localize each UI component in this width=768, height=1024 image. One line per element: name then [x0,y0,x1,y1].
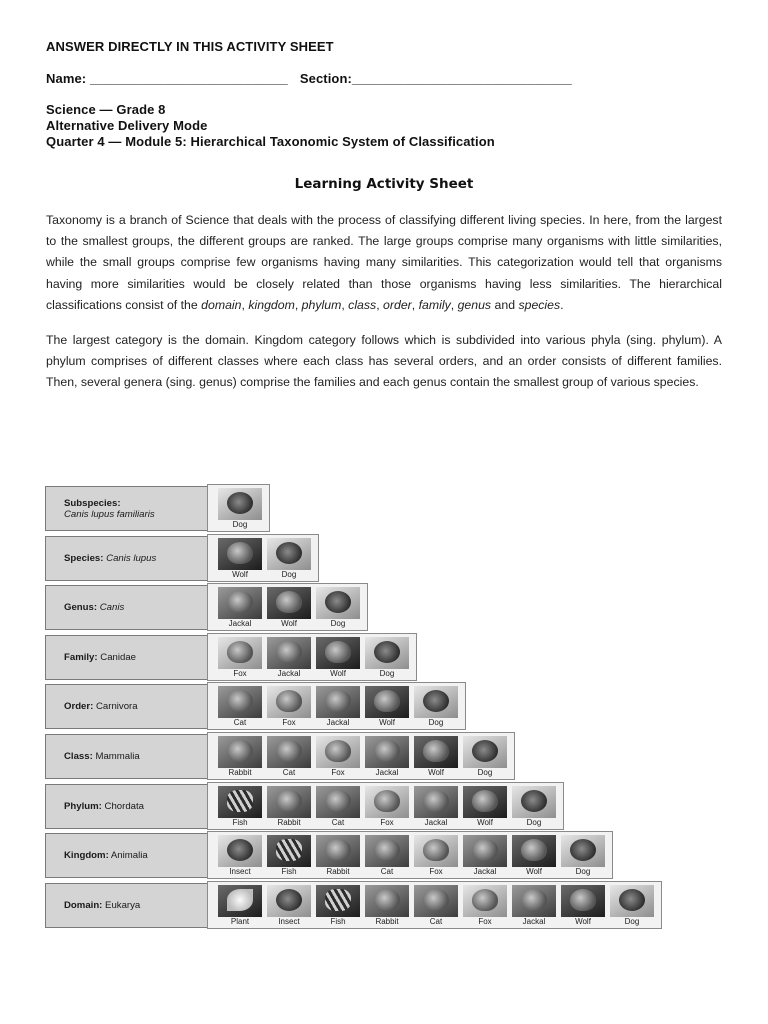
organism-photo [610,885,654,917]
rank-name: Class: [64,751,93,762]
organism-tile [512,885,556,927]
organism-tile [218,736,262,778]
rank-label [45,684,221,729]
organism-caption: Insect [278,916,300,926]
separator: , [411,297,419,312]
jackal-image-icon [374,740,400,762]
organism-tile [561,885,605,927]
term-genus: genus [457,297,492,312]
organism-photo [218,786,262,818]
term-species: species [518,297,561,312]
organism-photo [267,538,311,570]
organism-caption: Jackal [228,619,252,629]
organism-photo [561,835,605,867]
organism-caption: Dog [575,867,591,877]
organism-caption: Fox [331,768,345,777]
organism-caption: Dog [624,916,640,926]
organism-photo [218,835,262,867]
dog-image-icon [325,591,351,613]
rank-name: Kingdom: [64,850,109,862]
organism-caption: Jackal [326,718,350,728]
organism-photo [365,686,409,718]
wolf-image-icon [472,790,498,812]
organism-tile [316,786,360,828]
organism-photo [463,786,507,818]
organism-tile [316,637,360,679]
organism-caption: Wolf [477,817,493,827]
organism-tile [365,736,409,778]
organism-tile [218,637,262,679]
mode-line: Alternative Delivery Mode [46,118,208,133]
separator: , [376,297,384,312]
organism-caption: Dog [379,668,395,678]
organism-tile [365,686,409,728]
organism-tile [218,786,262,828]
organism-tile [267,686,311,728]
organism-tile [316,736,360,778]
organism-photo [316,736,360,768]
organism-caption: Rabbit [228,768,252,777]
organism-photo [316,786,360,818]
rank-value: Carnivora [93,701,138,713]
wolf-image-icon [423,740,449,762]
organism-strip [207,583,368,631]
fox-image-icon [374,790,400,812]
separator: , [341,297,349,312]
term-kingdom: kingdom [248,297,295,312]
organism-tile [365,786,409,828]
rank-name: Phylum: [64,800,102,812]
organism-photo [463,885,507,917]
organism-strip [207,534,319,582]
organism-caption: Wolf [575,916,591,926]
organism-caption: Insect [229,867,251,877]
organism-caption: Dog [428,718,444,728]
cat-image-icon [227,690,253,712]
rank-line [64,850,220,861]
rank-label [45,833,221,878]
organism-caption: Rabbit [375,916,399,926]
organism-photo [316,637,360,669]
organism-tile [463,736,507,778]
organism-photo [414,786,458,818]
organism-caption: Fish [232,817,248,827]
organism-photo [316,587,360,619]
fox-image-icon [276,690,302,712]
rank-line [64,701,220,712]
organism-photo [365,885,409,917]
organism-photo [267,835,311,867]
wolf-image-icon [570,889,596,911]
dog-image-icon [472,740,498,762]
wolf-image-icon [521,839,547,861]
organism-caption: Jackal [473,867,497,877]
hierarchy-paragraph: The largest category is the domain. Kingdom category follows which is subdivided into various phyla (sing. phylum). A phylum comprises of different classes where each class has several orders, and an order consists of different families. Then, several genera (sing. genus) comprise the families and each genus contain the smallest group of various species. [46,333,722,390]
organism-photo [414,736,458,768]
term-order: order [383,297,412,312]
organism-photo [267,786,311,818]
organism-tile [463,835,507,877]
rank-value: Canidae [97,651,136,663]
organism-photo [218,538,262,570]
organism-tile [218,686,262,728]
organism-photo [463,835,507,867]
organism-strip [207,484,270,532]
rank-label [45,883,221,928]
organism-photo [414,835,458,867]
term-domain: domain [201,297,242,312]
dog-image-icon [570,839,596,861]
organism-photo [218,736,262,768]
organism-tile [414,885,458,927]
organism-tile [414,686,458,728]
organism-tile [267,835,311,877]
organism-caption: Fox [233,668,247,678]
rank-label [45,536,221,581]
dog-image-icon [521,790,547,812]
wolf-image-icon [276,591,302,613]
organism-tile [512,835,556,877]
organism-tile [218,885,262,927]
organism-caption: Dog [232,520,248,529]
organism-tile [316,587,360,629]
organism-photo [316,885,360,917]
organism-photo [267,736,311,768]
organism-tile [218,538,262,580]
organism-caption: Jackal [522,916,546,926]
module-line: Quarter 4 — Module 5: Hierarchical Taxonomic System of Classification [46,134,495,149]
organism-caption: Wolf [379,718,395,728]
organism-tile [610,885,654,927]
dog-image-icon [619,889,645,911]
rank-line [64,900,220,911]
rank-label [45,486,221,531]
rabbit-image-icon [374,889,400,911]
taxonomy-diagram [44,484,716,934]
jackal-image-icon [472,839,498,861]
page-title: Learning Activity Sheet [294,176,474,192]
rank-line [64,801,220,812]
organism-photo [267,587,311,619]
rank-value: Canis lupus familiaris [64,508,155,520]
organism-tile [512,786,556,828]
organism-photo [463,736,507,768]
organism-tile [365,835,409,877]
organism-tile [365,885,409,927]
term-class: class [348,297,377,312]
fish-image-icon [227,790,253,812]
organism-caption: Plant [230,916,250,926]
rank-name: Domain: [64,899,103,911]
intro-paragraph [46,210,722,316]
wolf-image-icon [227,542,253,564]
rank-value: Eukarya [102,899,141,911]
organism-tile [267,885,311,927]
organism-tile [316,835,360,877]
rank-value: Canis [97,602,125,614]
organism-photo [512,835,556,867]
cat-image-icon [374,839,400,861]
organism-caption: Fox [429,867,443,877]
organism-caption: Fox [380,817,394,827]
organism-caption: Fish [281,867,297,877]
organism-strip [207,831,613,879]
organism-caption: Cat [233,718,247,728]
dog-image-icon [423,690,449,712]
organism-tile [267,637,311,679]
organism-photo [365,786,409,818]
organism-photo [365,835,409,867]
section-field[interactable]: Section:______________________________ [299,71,572,86]
separator: . [560,297,564,312]
organism-caption: Wolf [281,619,297,629]
organism-photo [512,786,556,818]
cat-image-icon [325,790,351,812]
rank-line [64,652,220,663]
jackal-image-icon [521,889,547,911]
jackal-image-icon [276,641,302,663]
fox-image-icon [227,641,253,663]
insect-image-icon [276,889,302,911]
organism-photo [316,835,360,867]
organism-photo [218,637,262,669]
organism-caption: Wolf [526,867,542,877]
organism-tile [463,786,507,828]
organism-tile [267,736,311,778]
organism-caption: Dog [281,569,297,579]
separator: and [491,297,519,312]
rank-name: Subspecies: [64,497,121,509]
organism-caption: Wolf [428,768,444,777]
name-section-line [46,70,722,88]
fox-image-icon [472,889,498,911]
rabbit-image-icon [325,839,351,861]
term-phylum: phylum [301,297,342,312]
organism-tile [218,488,262,530]
fish-image-icon [276,839,302,861]
organism-tile [267,538,311,580]
organism-tile [218,835,262,877]
rank-label [45,784,221,829]
organism-caption: Fox [478,916,492,926]
rank-value: Canis lupus [103,552,157,564]
rank-name: Species: [64,552,104,564]
fox-image-icon [423,839,449,861]
organism-strip [207,732,515,780]
organism-caption: Wolf [330,668,346,678]
organism-caption: Cat [380,867,394,877]
organism-caption: Fish [330,916,346,926]
organism-tile [267,587,311,629]
organism-photo [218,587,262,619]
jackal-image-icon [325,690,351,712]
organism-photo [218,488,262,520]
organism-tile [414,786,458,828]
cat-image-icon [423,889,449,911]
organism-caption: Jackal [277,668,301,678]
organism-photo [365,637,409,669]
rank-line [64,602,220,613]
intro-text: Taxonomy is a branch of Science that deals with the process of classifying different living species. In here, from the largest to the smallest groups, the different groups are ranked. The large groups comprise many organisms with little similarities, while the small groups comprise few organisms having many similarities. This categorization would tell that organisms having more similarities would be closely related than those organisms having less similarities. The hierarchical classifications consist of the [46,213,722,312]
separator: , [294,297,302,312]
organism-photo [267,686,311,718]
organism-photo [414,686,458,718]
subject-line: Science — Grade 8 [46,102,166,117]
separator: , [450,297,458,312]
rank-line [64,751,220,762]
instruction-heading: ANSWER DIRECTLY IN THIS ACTIVITY SHEET [46,39,334,54]
organism-tile [414,736,458,778]
fox-image-icon [325,740,351,762]
name-field[interactable]: Name: ___________________________ [46,71,288,86]
organism-strip [207,633,417,681]
rank-label [45,635,221,680]
organism-caption: Jackal [424,817,448,827]
jackal-image-icon [227,591,253,613]
organism-tile [561,835,605,877]
organism-photo [267,885,311,917]
organism-caption: Cat [282,768,296,777]
organism-photo [218,885,262,917]
dog-image-icon [227,492,253,514]
rank-label [45,734,221,779]
rank-label [45,585,221,630]
organism-tile [316,885,360,927]
organism-caption: Fox [282,718,296,728]
organism-tile [218,587,262,629]
rank-line [64,553,220,564]
organism-caption: Dog [330,619,346,629]
term-family: family [418,297,451,312]
jackal-image-icon [423,790,449,812]
rank-name: Genus: [64,602,98,614]
organism-caption: Rabbit [326,867,350,877]
organism-photo [414,885,458,917]
wolf-image-icon [325,641,351,663]
organism-photo [218,686,262,718]
insect-image-icon [227,839,253,861]
rank-name: Family: [64,651,98,663]
dog-image-icon [276,542,302,564]
rank-value: Chordata [101,800,144,812]
organism-tile [365,637,409,679]
organism-strip [207,782,564,830]
organism-caption: Cat [331,817,345,827]
organism-tile [414,835,458,877]
rank-value: Animalia [108,850,148,862]
rabbit-image-icon [227,740,253,762]
activity-sheet [46,38,722,394]
organism-photo [561,885,605,917]
organism-caption: Dog [526,817,542,827]
cat-image-icon [276,740,302,762]
plant-image-icon [227,889,253,911]
organism-strip [207,881,662,929]
organism-photo [512,885,556,917]
rank-value: Mammalia [92,751,140,762]
organism-tile [316,686,360,728]
organism-tile [463,885,507,927]
organism-photo [365,736,409,768]
fish-image-icon [325,889,351,911]
organism-caption: Rabbit [277,817,301,827]
organism-photo [316,686,360,718]
organism-tile [267,786,311,828]
wolf-image-icon [374,690,400,712]
organism-photo [267,637,311,669]
organism-strip [207,682,466,730]
separator: , [241,297,249,312]
module-info [46,102,722,150]
organism-caption: Dog [477,768,493,777]
organism-caption: Wolf [232,569,248,579]
rank-name: Order: [64,701,94,713]
rabbit-image-icon [276,790,302,812]
organism-caption: Jackal [375,768,399,777]
organism-caption: Cat [429,916,443,926]
dog-image-icon [374,641,400,663]
